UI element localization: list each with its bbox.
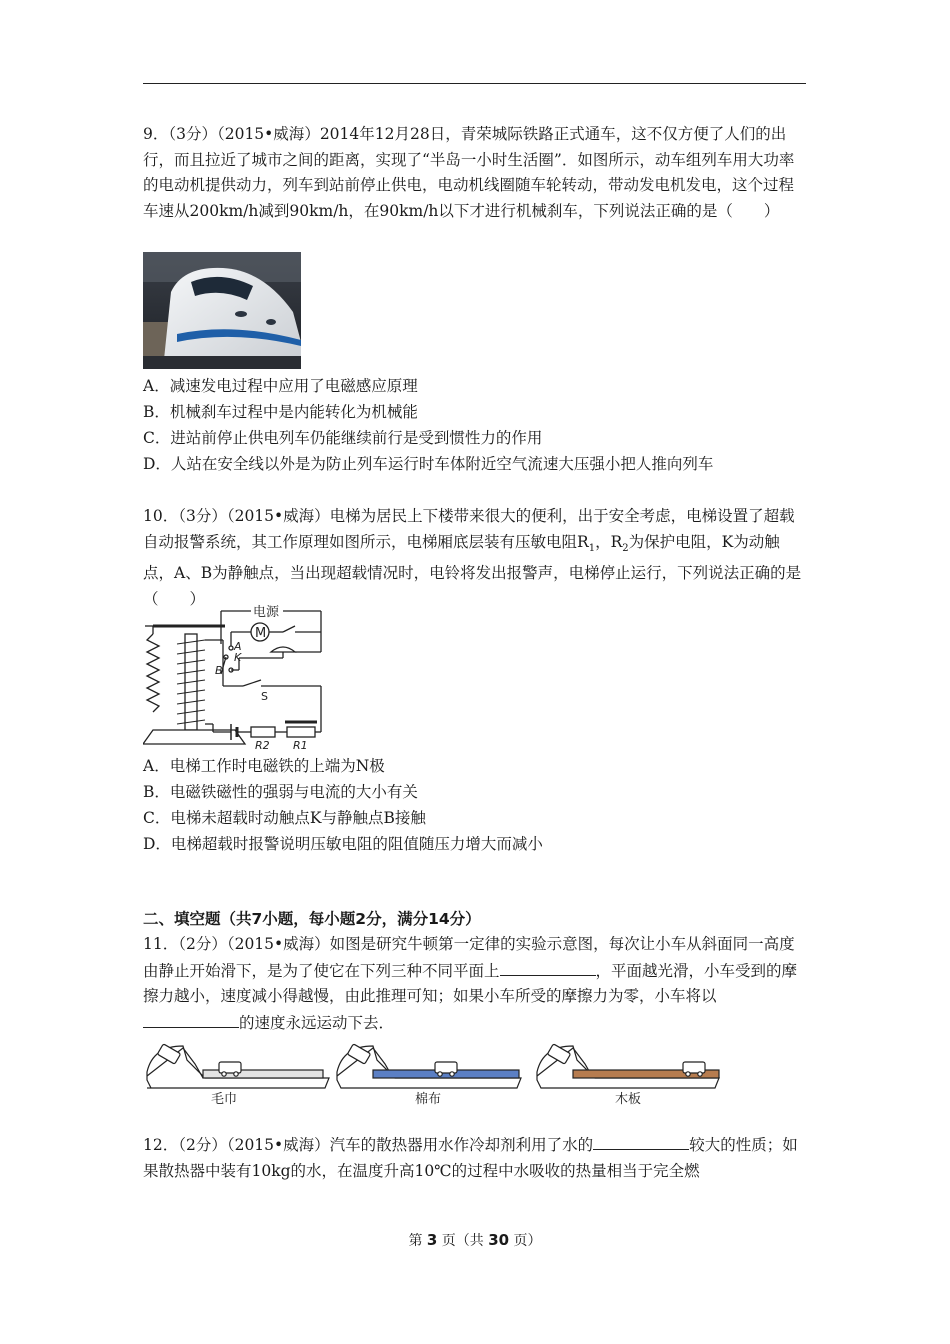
train-photo [143, 252, 301, 369]
cart-1 [219, 1062, 241, 1073]
question-10-text: 10．（3分）（2015•威海）电梯为居民上下楼带来很大的便利，出于安全考虑，电梯设置了超载自动报警系统，其工作原理如图所示，电梯厢底层装有压敏电阻$R_1$，$R_2$为保护电阻，K为动触点，A、B为静触点，当出现超载情况时，电铃将发出报警声，电梯停止运行，下列说法正确的是（ ） [143, 507, 802, 608]
r2-label: R2 [255, 739, 270, 752]
q10-option-d: D．电梯超载时报警说明压敏电阻的阻值随压力增大而减小 [143, 835, 543, 853]
total-pages: 30 [488, 1231, 510, 1249]
wood-label: 木板 [615, 1092, 642, 1106]
motor-label: M [255, 626, 267, 641]
contact-a-label: A [234, 640, 242, 653]
current-page-number: 3 [426, 1231, 438, 1249]
q9-option-d: D．人站在安全线以外是为防止列车运行时车体附近空气流速大压强小把人推向列车 [143, 455, 714, 473]
q10-option-b: B．电磁铁磁性的强弱与电流的大小有关 [143, 783, 418, 801]
elevator-circuit-diagram [143, 604, 325, 752]
section-2-title: 二、填空题（共7小题，每小题2分，满分14分） [143, 910, 481, 928]
towel-label: 毛巾 [211, 1092, 238, 1106]
switch-label: S [261, 690, 268, 703]
q11-blank-1 [500, 958, 596, 976]
cotton-setup [337, 1044, 521, 1088]
wood-setup [537, 1044, 719, 1088]
q10-option-c: C．电梯未超载时动触点K与静触点B接触 [143, 809, 426, 827]
q12-blank-1 [593, 1132, 689, 1150]
q9-option-a: A．减速发电过程中应用了电磁感应原理 [143, 377, 418, 395]
question-11-text: 11．（2分）（2015•威海）如图是研究牛顿第一定律的实验示意图，每次让小车从斜面同一高度由静止开始滑下，是为了使它在下列三种不同平面上 ，平面越光滑，小车受到的摩擦力越小，速度减小得越慢，由此推理可知；如果小车所受的摩擦力为零，小车将以的速度永远运动下去． [143, 935, 798, 1032]
header-rule [143, 83, 806, 84]
power-label: 电源 [253, 605, 280, 620]
r1-label: R1 [293, 739, 308, 752]
cart-3 [683, 1062, 705, 1073]
question-9-text: 9．（3分）（2015•威海）2014年12月28日，青荣城际铁路正式通车，这不仅方便了人们的出行，而且拉近了城市之间的距离，实现了“半岛一小时生活圈”．如图所示，动车组列车用大功率的电动机提供动力，列车到站前停止供电，电动机线圈随车轮转动，带动发电机发电，这个过程车速从200km/h减到90km/h，在90km/h以下才进行机械刹车，下列说法正确的是（ ） [143, 125, 795, 220]
q9-option-b: B．机械刹车过程中是内能转化为机械能 [143, 403, 418, 421]
towel-setup [147, 1044, 329, 1088]
newton-first-law-figure [143, 1040, 725, 1106]
question-12-text: 12．（2分）（2015•威海）汽车的散热器用水作冷却剂利用了水的 较大的性质；如果散热器中装有10kg的水，在温度升高10℃的过程中水吸收的热量相当于完全燃 [143, 1132, 808, 1184]
q9-option-c: C．进站前停止供电列车仍能继续前行是受到惯性力的作用 [143, 429, 543, 447]
q11-blank-2 [143, 1010, 239, 1028]
page-footer: 第 3 页（共 30 页） [408, 1231, 542, 1249]
cotton-label: 棉布 [415, 1092, 442, 1106]
q10-option-a: A．电梯工作时电磁铁的上端为N极 [143, 757, 385, 775]
cart-2 [435, 1062, 457, 1073]
contact-b-label: B [215, 664, 223, 677]
contact-k-label: K [234, 651, 242, 664]
